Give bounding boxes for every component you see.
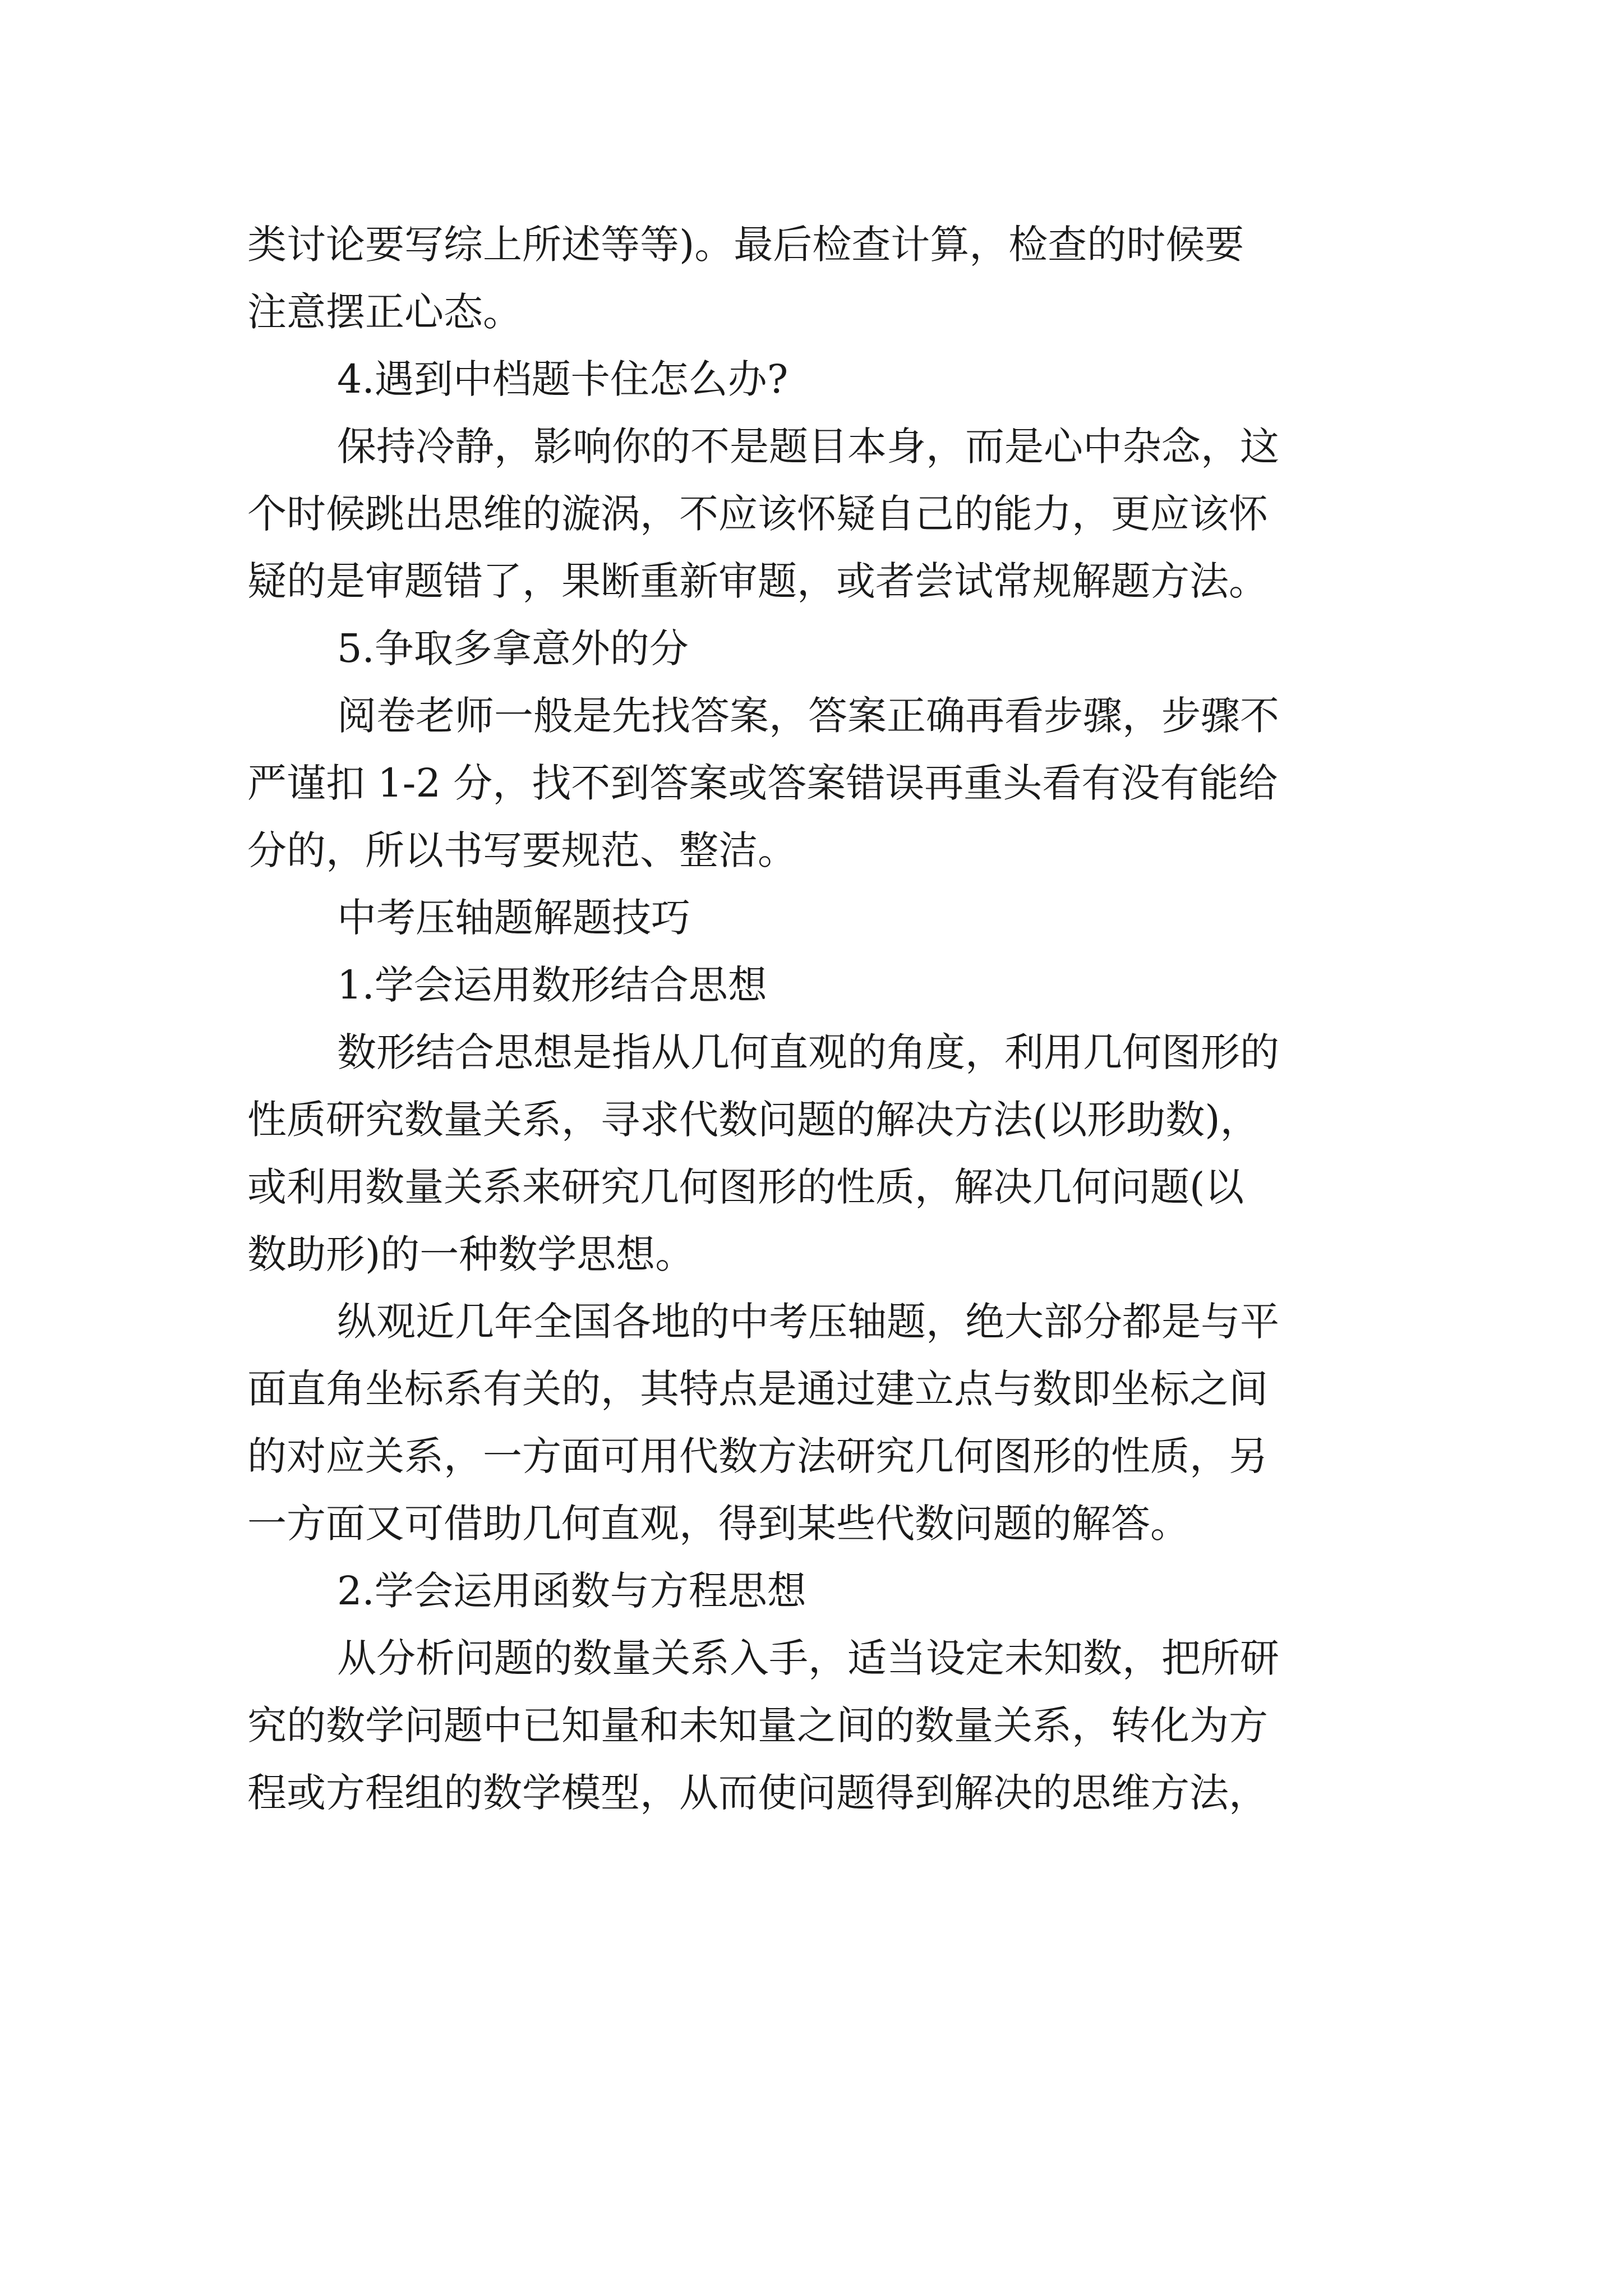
text-line: 注意摆正心态。: [247, 289, 522, 335]
text-line: 个时候跳出思维的漩涡，不应该怀疑自己的能力，更应该怀: [247, 491, 1268, 537]
paragraph: [247, 1288, 1391, 1557]
text-line: 5.争取多拿意外的分: [337, 625, 689, 671]
paragraph: [247, 211, 1391, 346]
text-line: 或利用数量关系来研究几何图形的性质，解决几何问题(以: [247, 1164, 1244, 1210]
document-body: [247, 211, 1391, 1826]
text-line: 4.遇到中档题卡住怎么办?: [337, 356, 789, 402]
text-line: 数助形)的一种数学思想。: [247, 1231, 695, 1277]
paragraph: [247, 1019, 1391, 1288]
text-line: 2.学会运用函数与方程思想: [337, 1568, 806, 1614]
text-line: 保持冷静，影响你的不是题目本身，而是心中杂念，这: [337, 424, 1279, 470]
text-line: 数形结合思想是指从几何直观的角度，利用几何图形的: [337, 1029, 1279, 1075]
text-line: 究的数学问题中已知量和未知量之间的数量关系，转化为方: [247, 1703, 1268, 1749]
text-line: 一方面又可借助几何直观，得到某些代数问题的解答。: [247, 1501, 1189, 1547]
text-line: 面直角坐标系有关的，其特点是通过建立点与数即坐标之间: [247, 1366, 1268, 1412]
text-line: 纵观近几年全国各地的中考压轴题，绝大部分都是与平: [337, 1299, 1279, 1345]
text-line: 从分析问题的数量关系入手，适当设定未知数，把所研: [337, 1635, 1279, 1681]
text-line: 疑的是审题错了，果断重新审题，或者尝试常规解题方法。: [247, 558, 1268, 604]
text-line: 中考压轴题解题技巧: [337, 895, 690, 941]
paragraph: [247, 1625, 1391, 1826]
text-line: 严谨扣 1-2 分，找不到答案或答案错误再重头看有没有能给: [247, 760, 1278, 806]
section-heading: [247, 615, 1391, 682]
text-line: 类讨论要写综上所述等等)。最后检查计算，检查的时候要: [247, 222, 1244, 268]
section-heading: [247, 1557, 1391, 1625]
text-line: 阅卷老师一般是先找答案，答案正确再看步骤，步骤不: [337, 693, 1279, 739]
text-line: 的对应关系，一方面可用代数方法研究几何图形的性质，另: [247, 1433, 1268, 1479]
text-line: 性质研究数量关系，寻求代数问题的解决方法(以形助数)，: [247, 1097, 1260, 1143]
text-line: 程或方程组的数学模型，从而使问题得到解决的思维方法，: [247, 1770, 1268, 1816]
text-line: 分的，所以书写要规范、整洁。: [247, 827, 797, 873]
text-line: 1.学会运用数形结合思想: [337, 962, 767, 1008]
paragraph: [247, 413, 1391, 615]
section-heading: [247, 346, 1391, 413]
paragraph: [247, 682, 1391, 884]
section-title: [247, 884, 1391, 951]
section-heading: [247, 951, 1391, 1019]
